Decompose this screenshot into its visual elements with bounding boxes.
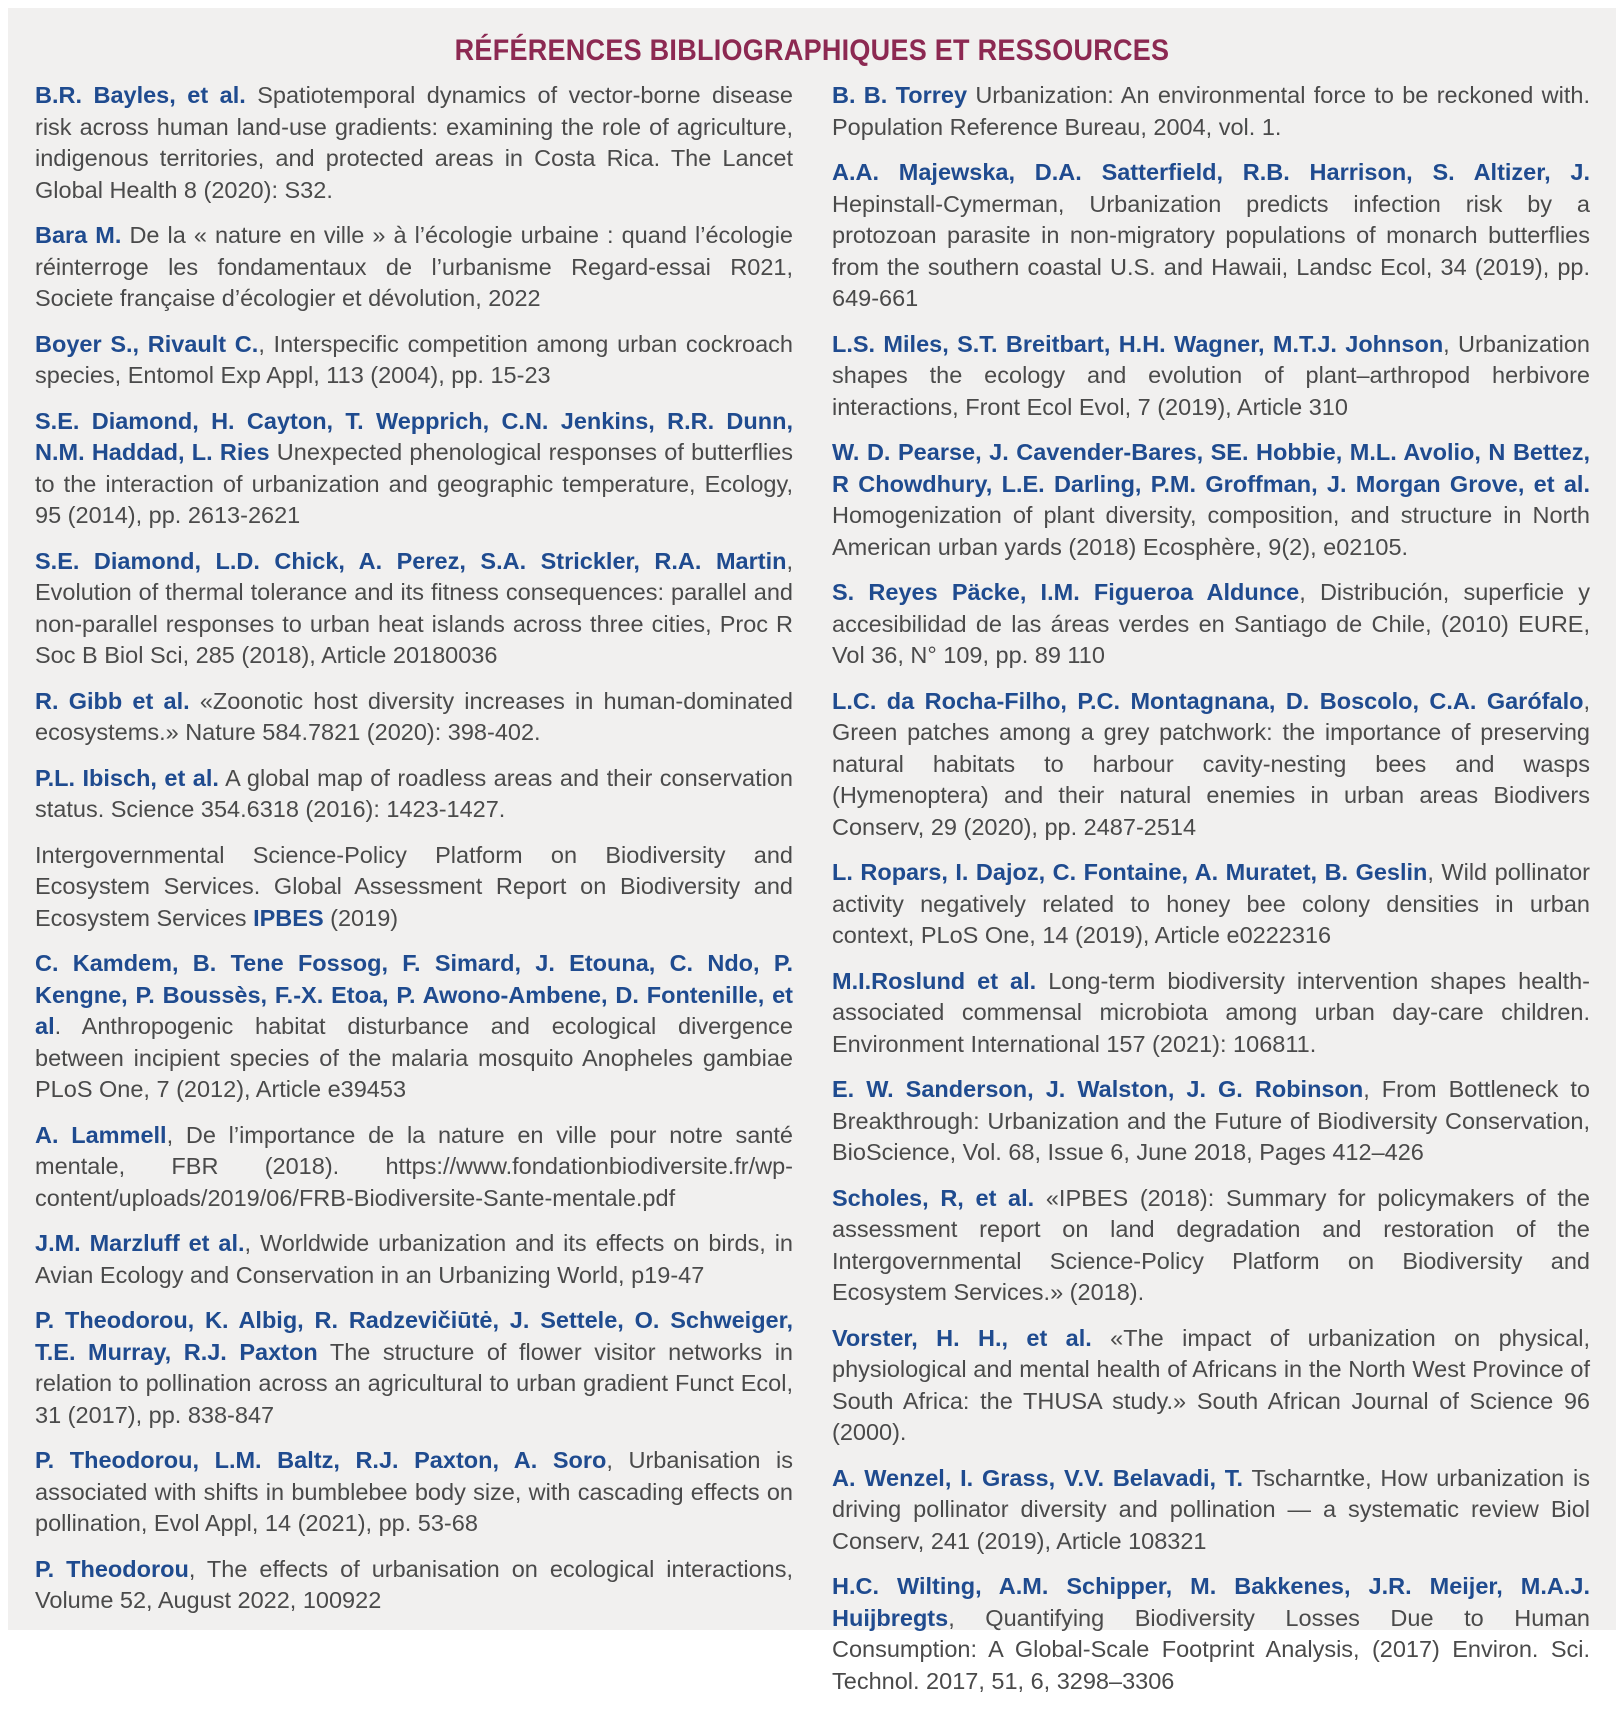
- reference-authors: L.C. da Rocha-Filho, P.C. Montagnana, D. Boscolo, C.A. Garófalo: [832, 687, 1584, 714]
- reference-authors: P. Theodorou: [35, 1555, 189, 1582]
- reference-text: , Distribución, superficie y accesibilidad de las áreas verdes en Santiago de Chile, (2010) EURE, Vol 36, N° 109, pp. 89 110: [832, 579, 1590, 668]
- reference-text: (2019): [323, 904, 399, 931]
- reference-entry: [35, 763, 793, 826]
- reference-entry: [35, 546, 793, 672]
- reference-entry: [35, 948, 793, 1106]
- reference-entry: [832, 857, 1590, 952]
- reference-entry: [832, 329, 1590, 424]
- reference-text: Spatiotemporal dynamics of vector-borne disease risk across human land-use gradients: examining the role of agriculture, indigenous territories, and protected areas in Costa Rica. The Lancet Global Health 8 (2020): S32.: [35, 82, 793, 203]
- reference-authors: P.L. Ibisch, et al.: [35, 764, 219, 791]
- reference-text: , Quantifying Biodiversity Losses Due to Human Consumption: A Global-Scale Footprint Analysis, (2017) Environ. Sci. Technol. 2017, 51, 6, 3298–3306: [832, 1604, 1590, 1694]
- reference-entry: [35, 220, 793, 315]
- reference-authors: A. Wenzel, I. Grass, V.V. Belavadi, T.: [832, 1464, 1244, 1491]
- reference-authors: S.E. Diamond, H. Cayton, T. Wepprich, C.N. Jenkins, R.R. Dunn, N.M. Haddad, L. Ries: [35, 407, 793, 465]
- reference-text: «The impact of urbanization on physical, physiological and mental health of Africans in the North West Province of South Africa: the THUSA study.» South African Journal of Science 96 (2000).: [832, 1324, 1591, 1445]
- reference-entry: [35, 80, 793, 206]
- reference-entry: [832, 686, 1590, 844]
- reference-entry: [35, 1445, 793, 1540]
- reference-authors: B. B. Torrey: [832, 82, 968, 108]
- reference-text: De la « nature en ville » à l’écologie urbaine : quand l’écologie réinterroge les fondamentaux de l’urbanisme Regard-essai R021, Societe française d’écologier et dévolution, 2022: [35, 222, 793, 311]
- reference-entry: [832, 1571, 1590, 1697]
- reference-entry: [832, 1074, 1590, 1169]
- reference-authors: S.E. Diamond, L.D. Chick, A. Perez, S.A. Strickler, R.A. Martin: [35, 547, 787, 574]
- reference-text: , Green patches among a grey patchwork: the importance of preserving natural habitats to harbour cavity-nesting bees and wasps (Hymenoptera) and their natural enemies in urban areas Biodivers Conserv, 29 (2020), pp. 2487-2514: [832, 687, 1590, 840]
- reference-text: Hepinstall-Cymerman, Urbanization predicts infection risk by a protozoan parasite in non-migratory populations of monarch butterflies from the southern coastal U.S. and Hawaii, Landsc Ecol, 34 (2019), pp. 649-661: [832, 190, 1590, 311]
- reference-entry: [35, 1120, 793, 1215]
- reference-entry: [832, 1323, 1590, 1449]
- reference-prefix: Intergovernmental Science-Policy Platform on Biodiversity and Ecosystem Services. Global Assessment Report on Biodiversity and Ecosystem Services: [35, 841, 793, 931]
- reference-text: , Wild pollinator activity negatively related to honey bee colony densities in urban context, PLoS One, 14 (2019), Article e0222316: [832, 859, 1590, 948]
- reference-text: , Interspecific competition among urban cockroach species, Entomol Exp Appl, 113 (2004), pp. 15-23: [35, 330, 793, 388]
- reference-authors: W. D. Pearse, J. Cavender-Bares, SE. Hobbie, M.L. Avolio, N Bettez, R Chowdhury, L.E. Darling, P.M. Groffman, J. Morgan Grove, et al.: [832, 439, 1590, 497]
- reference-authors: P. Theodorou, K. Albig, R. Radzevičiūtė, J. Settele, O. Schweiger, T.E. Murray, R.J. Paxton: [35, 1307, 793, 1365]
- reference-text: , Worldwide urbanization and its effects on birds, in Avian Ecology and Conservation in an Urbanizing World, p19-47: [35, 1230, 793, 1288]
- reference-entry: [35, 1554, 793, 1617]
- reference-authors: S. Reyes Päcke, I.M. Figueroa Aldunce: [832, 579, 1300, 605]
- reference-text: Unexpected phenological responses of butterflies to the interaction of urbanization and geographic temperature, Ecology, 95 (2014), pp. 2613-2621: [35, 439, 794, 528]
- reference-authors: B.R. Bayles, et al.: [35, 82, 246, 108]
- reference-authors: Vorster, H. H., et al.: [832, 1324, 1092, 1351]
- reference-entry: [35, 329, 793, 392]
- reference-text: A global map of roadless areas and their conservation status. Science 354.6318 (2016): 1423-1427.: [35, 764, 793, 822]
- reference-authors: E. W. Sanderson, J. Walston, J. G. Robinson: [832, 1076, 1364, 1102]
- reference-entry: [35, 1228, 793, 1291]
- reference-text: Urbanization: An environmental force to be reckoned with. Population Reference Bureau, 2004, vol. 1.: [832, 82, 1590, 140]
- reference-authors: L.S. Miles, S.T. Breitbart, H.H. Wagner, M.T.J. Johnson: [832, 330, 1444, 357]
- reference-authors: Scholes, R, et al.: [832, 1184, 1035, 1211]
- page-title: RÉFÉRENCES BIBLIOGRAPHIQUES ET RESSOURCES: [454, 34, 1170, 67]
- reference-text: Homogenization of plant diversity, composition, and structure in North American urban yards (2018) Ecosphère, 9(2), e02105.: [832, 502, 1590, 560]
- references-panel: [8, 8, 1616, 1694]
- reference-entry: [832, 80, 1590, 143]
- reference-authors: J.M. Marzluff et al.: [35, 1230, 245, 1256]
- reference-text: «IPBES (2018): Summary for policymakers of the assessment report on land degradation and restoration of the Intergovernmental Science-Policy Platform on Biodiversity and Ecosystem Services.» (2018).: [832, 1184, 1590, 1305]
- reference-entry: [35, 840, 793, 935]
- reference-text: , Urbanization shapes the ecology and evolution of plant–arthropod herbivore interactions, Front Ecol Evol, 7 (2019), Article 310: [832, 330, 1590, 420]
- reference-authors: P. Theodorou, L.M. Baltz, R.J. Paxton, A. Soro: [35, 1447, 607, 1473]
- reference-entry: [832, 157, 1590, 315]
- reference-entry: [35, 406, 793, 532]
- reference-authors: A.A. Majewska, D.A. Satterfield, R.B. Harrison, S. Altizer, J.: [832, 159, 1590, 185]
- reference-authors: IPBES: [253, 904, 324, 931]
- reference-text: , The effects of urbanisation on ecological interactions, Volume 52, August 2022, 100922: [35, 1555, 793, 1613]
- reference-authors: L. Ropars, I. Dajoz, C. Fontaine, A. Muratet, B. Geslin: [832, 859, 1428, 885]
- reference-text: , From Bottleneck to Breakthrough: Urbanization and the Future of Biodiversity Conservation, BioScience, Vol. 68, Issue 6, June 2018, Pages 412–426: [832, 1076, 1591, 1165]
- reference-text: Tscharntke, How urbanization is driving pollinator diversity and pollination — a systematic review Biol Conserv, 241 (2019), Article 108321: [832, 1464, 1591, 1554]
- reference-entry: [832, 1463, 1590, 1558]
- reference-authors: H.C. Wilting, A.M. Schipper, M. Bakkenes, J.R. Meijer, M.A.J. Huijbregts: [832, 1573, 1590, 1631]
- right-column: [832, 80, 1590, 1711]
- reference-authors: A. Lammell: [35, 1121, 167, 1148]
- reference-text: Long-term biodiversity intervention shapes health-associated commensal microbiota among urban day-care children. Environment International 157 (2021): 106811.: [832, 967, 1591, 1057]
- left-column: [35, 80, 793, 1631]
- reference-entry: [832, 1183, 1590, 1309]
- reference-authors: Bara M.: [35, 222, 122, 248]
- reference-entry: [832, 577, 1590, 672]
- reference-text: The structure of flower visitor networks in relation to pollination across an agricultural to urban gradient Funct Ecol, 31 (2017), pp. 838-847: [35, 1338, 793, 1428]
- reference-entry: [832, 437, 1590, 563]
- reference-entry: [35, 686, 793, 749]
- reference-authors: Boyer S., Rivault C.: [35, 330, 259, 357]
- reference-authors: C. Kamdem, B. Tene Fossog, F. Simard, J. Etouna, C. Ndo, P. Kengne, P. Boussès, F.-X. Etoa, P. Awono-Ambene, D. Fontenille, et al: [35, 950, 793, 1039]
- reference-text: . Anthropogenic habitat disturbance and ecological divergence between incipient species of the malaria mosquito Anopheles gambiae PLoS One, 7 (2012), Article e39453: [35, 1013, 793, 1102]
- reference-authors: M.I.Roslund et al.: [832, 967, 1037, 994]
- reference-entry: [35, 1305, 793, 1431]
- reference-entry: [832, 966, 1590, 1061]
- reference-text: «Zoonotic host diversity increases in human-dominated ecosystems.» Nature 584.7821 (2020): 398-402.: [35, 687, 793, 745]
- reference-text: , Evolution of thermal tolerance and its fitness consequences: parallel and non-parallel responses to urban heat islands across three cities, Proc R Soc B Biol Sci, 285 (2018), Article 20180036: [35, 547, 793, 668]
- reference-text: , Urbanisation is associated with shifts in bumblebee body size, with cascading effects on pollination, Evol Appl, 14 (2021), pp. 53-68: [35, 1447, 794, 1536]
- reference-text: , De l’importance de la nature en ville pour notre santé mentale, FBR (2018). https://www.fondationbiodiversite.fr/wp-content/uploads/2019/06/FRB-Biodiversite-Sante-mentale.pdf: [35, 1121, 794, 1211]
- reference-authors: R. Gibb et al.: [35, 687, 190, 714]
